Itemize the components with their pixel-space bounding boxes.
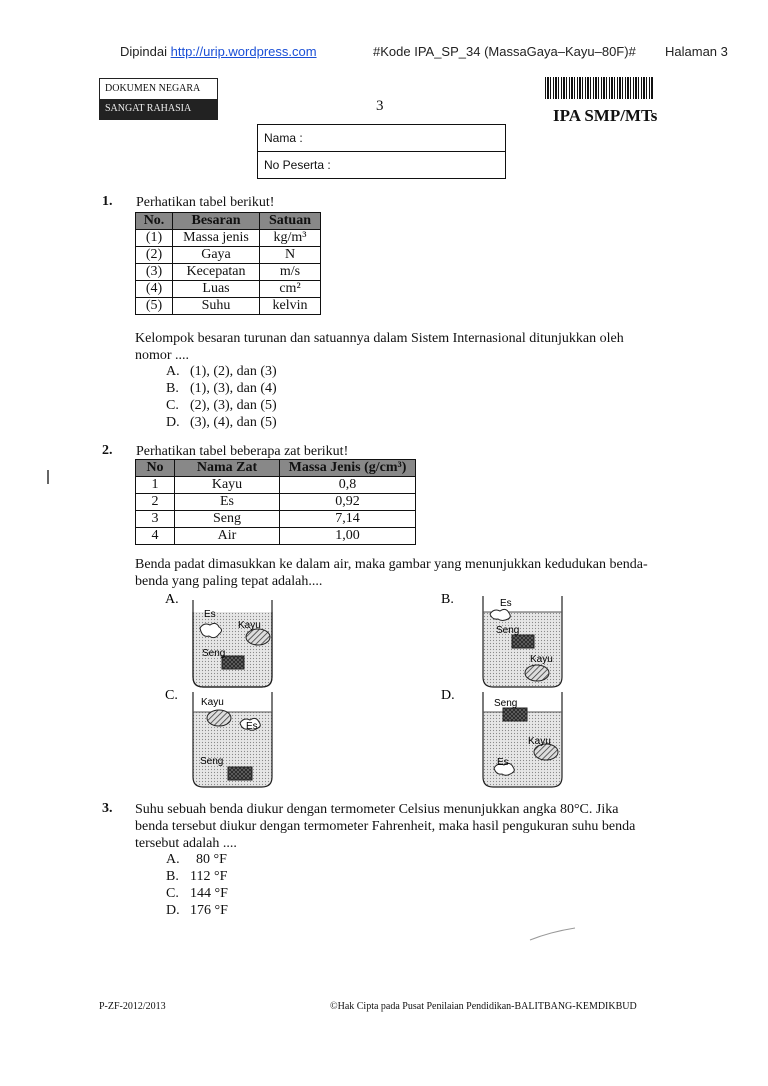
label-kayu: Kayu [201, 697, 224, 708]
wood-shape [525, 665, 549, 681]
table-header: No. [136, 213, 173, 230]
q3-question-line: Suhu sebuah benda diukur dengan termometer Celsius menunjukkan angka 80°C. Jika [135, 802, 619, 817]
document-code: #Kode IPA_SP_34 (MassaGaya–Kayu–80F)# [373, 44, 636, 59]
label-es: Es [204, 609, 216, 620]
beaker-c [193, 692, 272, 787]
label-es: Es [500, 598, 512, 609]
q3-option-a[interactable]: A. 80 °F [166, 852, 227, 867]
q2-question-line: Benda padat dimasukkan ke dalam air, maka gambar yang menunjukkan kedudukan benda- [135, 557, 648, 572]
label-es: Es [246, 721, 258, 732]
q3-option-b[interactable]: B. 112 °F [166, 869, 228, 884]
zinc-shape [503, 708, 527, 721]
ice-shape [200, 623, 222, 637]
beaker-b [483, 596, 562, 687]
table-cell: (5) [136, 298, 173, 315]
table-cell: Suhu [173, 298, 260, 315]
classification-line1: DOKUMEN NEGARA [105, 83, 201, 94]
label-es: Es [497, 757, 509, 768]
beaker-d [483, 692, 562, 787]
table-cell: 0,8 [280, 477, 416, 494]
participant-number-field[interactable]: No Peserta : [258, 151, 505, 178]
table-cell: kelvin [260, 298, 321, 315]
q3-question [135, 801, 635, 852]
figure-a-letter: A. [165, 592, 179, 607]
page-number: 3 [376, 98, 384, 114]
wood-shape [207, 710, 231, 726]
table-header: Nama Zat [175, 460, 280, 477]
footer-code: P-ZF-2012/2013 [99, 1001, 166, 1012]
table-header: Massa Jenis (g/cm³) [280, 460, 416, 477]
q1-question-line: nomor .... [135, 348, 190, 363]
table-cell: Es [175, 494, 280, 511]
table-cell: 0,92 [280, 494, 416, 511]
table-cell: 1,00 [280, 528, 416, 545]
table-cell: Gaya [173, 247, 260, 264]
table-cell: m/s [260, 264, 321, 281]
page-label: Halaman 3 [665, 44, 728, 59]
classification-line2: SANGAT RAHASIA [100, 99, 217, 119]
ice-shape [490, 609, 510, 620]
q1-number: 1. [102, 194, 113, 209]
table-cell: (2) [136, 247, 173, 264]
q3-options [166, 851, 228, 919]
table-cell: N [260, 247, 321, 264]
q3-question-line: benda tersebut diukur dengan termometer Fahrenheit, maka hasil pengukuran suhu benda [135, 819, 636, 834]
subject-title: IPA SMP/MTs [553, 106, 658, 125]
table-cell: kg/m³ [260, 230, 321, 247]
footer-copyright: ©Hak Cipta pada Pusat Penilaian Pendidikan-BALITBANG-KEMDIKBUD [330, 1001, 637, 1012]
figure-b-letter: B. [441, 592, 454, 607]
figure-c-letter: C. [165, 688, 178, 703]
table-cell: Massa jenis [173, 230, 260, 247]
q1-intro: Perhatikan tabel berikut! [136, 195, 275, 210]
table-cell: Kecepatan [173, 264, 260, 281]
q1-question-line: Kelompok besaran turunan dan satuannya dalam Sistem Internasional ditunjukkan oleh [135, 331, 624, 346]
wood-shape [246, 629, 270, 645]
table-cell: 2 [136, 494, 175, 511]
scan-mark [530, 928, 575, 940]
table-header: Besaran [173, 213, 260, 230]
label-seng: Seng [202, 648, 226, 659]
q3-question-line: tersebut adalah .... [135, 836, 237, 851]
table-cell: (1) [136, 230, 173, 247]
table-cell: 4 [136, 528, 175, 545]
table-header: Satuan [260, 213, 321, 230]
beaker-a [193, 600, 272, 687]
label-kayu: Kayu [528, 736, 551, 747]
q1-option-b[interactable]: B. (1), (3), dan (4) [166, 381, 277, 396]
table-cell: 7,14 [280, 511, 416, 528]
table-cell: (3) [136, 264, 173, 281]
zinc-shape [228, 767, 252, 780]
label-seng: Seng [200, 756, 224, 767]
source-link[interactable]: http://urip.wordpress.com [170, 44, 317, 59]
q3-number: 3. [102, 801, 113, 816]
q3-option-c[interactable]: C. 144 °F [166, 886, 228, 901]
q2-intro: Perhatikan tabel beberapa zat berikut! [136, 444, 349, 459]
q1-option-c[interactable]: C. (2), (3), dan (5) [166, 398, 277, 413]
figure-d-letter: D. [441, 688, 455, 703]
table-cell: 3 [136, 511, 175, 528]
table-cell: (4) [136, 281, 173, 298]
scan-credit: Dipindai http://urip.wordpress.com [120, 44, 317, 59]
label-kayu: Kayu [530, 654, 553, 665]
zinc-shape [512, 635, 534, 648]
q2-number: 2. [102, 443, 113, 458]
table-cell: cm² [260, 281, 321, 298]
q2-question-line: benda yang paling tepat adalah.... [135, 574, 323, 589]
name-field[interactable]: Nama : [264, 131, 303, 145]
q1-option-d[interactable]: D. (3), (4), dan (5) [166, 415, 277, 430]
label-seng: Seng [496, 625, 520, 636]
table-cell: Air [175, 528, 280, 545]
q3-option-d[interactable]: D. 176 °F [166, 903, 228, 918]
label-seng: Seng [494, 698, 518, 709]
label-kayu: Kayu [238, 620, 261, 631]
table-cell: Kayu [175, 477, 280, 494]
table-header: No [136, 460, 175, 477]
table-cell: Luas [173, 281, 260, 298]
table-cell: Seng [175, 511, 280, 528]
table-cell: 1 [136, 477, 175, 494]
q1-option-a[interactable]: A. (1), (2), dan (3) [166, 364, 277, 379]
